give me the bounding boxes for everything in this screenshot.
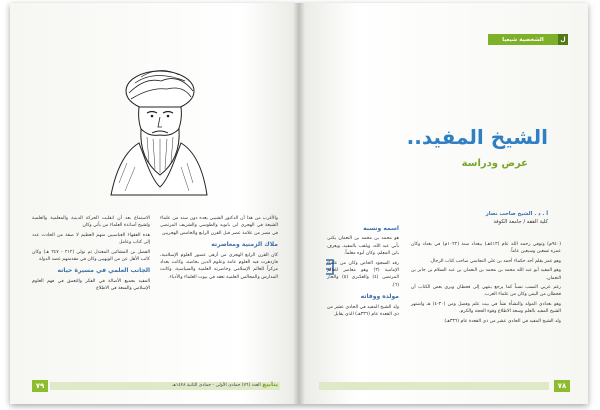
article-subtitle: عرض ودراسة bbox=[461, 158, 528, 169]
section-heading: مولده ووفاته bbox=[360, 293, 399, 301]
article-title: الشيخ المفيد.. bbox=[406, 125, 548, 149]
paragraph: الاستماع بعد أن انقلبت الحركة الدينية والمعلمية والعلمية ولشيخ أساتذة العلماء من يأتي وكان bbox=[32, 216, 150, 229]
paragraph: وهو المفيد أبو عبد الله محمد بن محمد بن النعمان بن عبد السلام بن جابر بن النعمان. bbox=[411, 268, 561, 281]
magazine-spread bbox=[10, 3, 588, 404]
left-column-b bbox=[160, 215, 278, 283]
author-block bbox=[486, 210, 548, 226]
book-gutter bbox=[293, 3, 305, 404]
paragraph: (٩٤٠م) وتوفي رحمه الله عام (٤١٣هـ) ببغداد سنة (١٠٢٢م) في بغداد وكان عمره تسعين وسبعين عاماً. bbox=[411, 242, 562, 255]
paragraph: ولد الشيخ المفيد في الحادي عشر من ذي القعدة عام (٣٣٦هـ) bbox=[444, 318, 561, 324]
section-heading: الجانب العلمي في مسيرة حياته bbox=[57, 267, 150, 275]
author-name: أ . د . الشيخ صاحب نصار bbox=[485, 211, 548, 217]
footer-bar bbox=[319, 382, 549, 390]
portrait-illustration bbox=[105, 63, 210, 198]
section-heading: ملاك الزمنية ومعاصرته bbox=[211, 241, 278, 249]
paragraph: ولد الشيخ المفيد في الحادي عشر من ذي القعدة عام (٣٣٦هـ) الذي يقابل bbox=[327, 304, 399, 318]
paragraph: هو محمد بن محمد بن النعمان يكنى بأبي عبد الله، ويلقب بالمفيد، ويعرف بابن المعلم، وكان أبوه معلماً. bbox=[327, 236, 399, 257]
right-page bbox=[299, 3, 588, 404]
paragraph: رقد السجود الخاص وكان من علماء الإمامية (٣) وهو معاصر للعالم المرتضى (٤) والعكبري (٥) والجار (٦). bbox=[327, 260, 399, 288]
section-tab: الشخصية شيعيا bbox=[488, 34, 558, 45]
left-column-a bbox=[32, 215, 150, 295]
paragraph: وهو عمر بقلم أحد حكماء أحمد بن علي النجاشي صاحب كتاب الرجال. bbox=[429, 258, 561, 264]
right-main-column bbox=[411, 241, 561, 327]
section-tab-letter: ل bbox=[558, 34, 568, 45]
paragraph: كان القرن الرابع الهجري من أزهى عصور العلوم الإسلامية، فازدهرت فيه العلوم عامة وعلوم الدين بخاصة، وكانت بغداد مركزاً للعالم الإسلامي وحاضرته العلمية والسياسية، وكانت المدارس والمجالس العلمية تعقد في بيوت العلماء والأدباء. bbox=[160, 252, 278, 280]
brand-logo: ينابيع bbox=[262, 381, 278, 388]
paragraph: والأغرب من هذا أن الدكتور الشيبي يعده دون سند من علماء الشيعة في الهجري ابن بابويه والطوسي والشريف المرتضى في مصر من علامة عصر قبل القرن الرابع والخامس الهجريين bbox=[160, 216, 278, 236]
issue-info: العدد (٧٦) جمادى الأولى - جمادى الثانية ١٤٢٨هـ bbox=[172, 383, 261, 388]
author-affiliation: كلية الفقه / جامعة الكوفة bbox=[493, 219, 548, 225]
page-number: ٧٨ bbox=[554, 380, 570, 392]
section-heading: اسمه ونسبه bbox=[363, 225, 399, 232]
left-page bbox=[10, 3, 299, 404]
paragraph: الفضل بن المشائين المعتدل ثم تولى (٢١٢ - ٢٤٧ هـ) وكان كاتب الأهل عن من الويهيين وكان في مقدمتهم عضد الدولة bbox=[32, 249, 150, 263]
page-number: ٧٩ bbox=[32, 380, 48, 392]
paragraph: هذه الفقهاء العباسيين منهم العظيم لا صفة من الحادث عدد إلى كتاب وعامل bbox=[32, 232, 150, 246]
sidebar-column bbox=[327, 221, 399, 320]
paragraph: المفيد بجميع الأصالة في الفكر والتعمق في فهم العلوم الإسلامي والسعة في الاطلاع bbox=[32, 278, 150, 292]
paragraph: وهو بغدادي المولد والنشأة نشأ في بيت علم وفضل ومن (٣٠-٤) هـ واشتهر الشيخ المفيد بالعلم وسعة الاطلاع وقوة الحجة والكرم. bbox=[411, 301, 561, 315]
paragraph: رغم عربي النسب نسباً كما يرجع ينتهي إلى قحطان ويرى بعض الكتاب أن قحطان من اليمن وكان من علماء العرب. bbox=[411, 285, 561, 298]
footer-text bbox=[150, 381, 278, 390]
